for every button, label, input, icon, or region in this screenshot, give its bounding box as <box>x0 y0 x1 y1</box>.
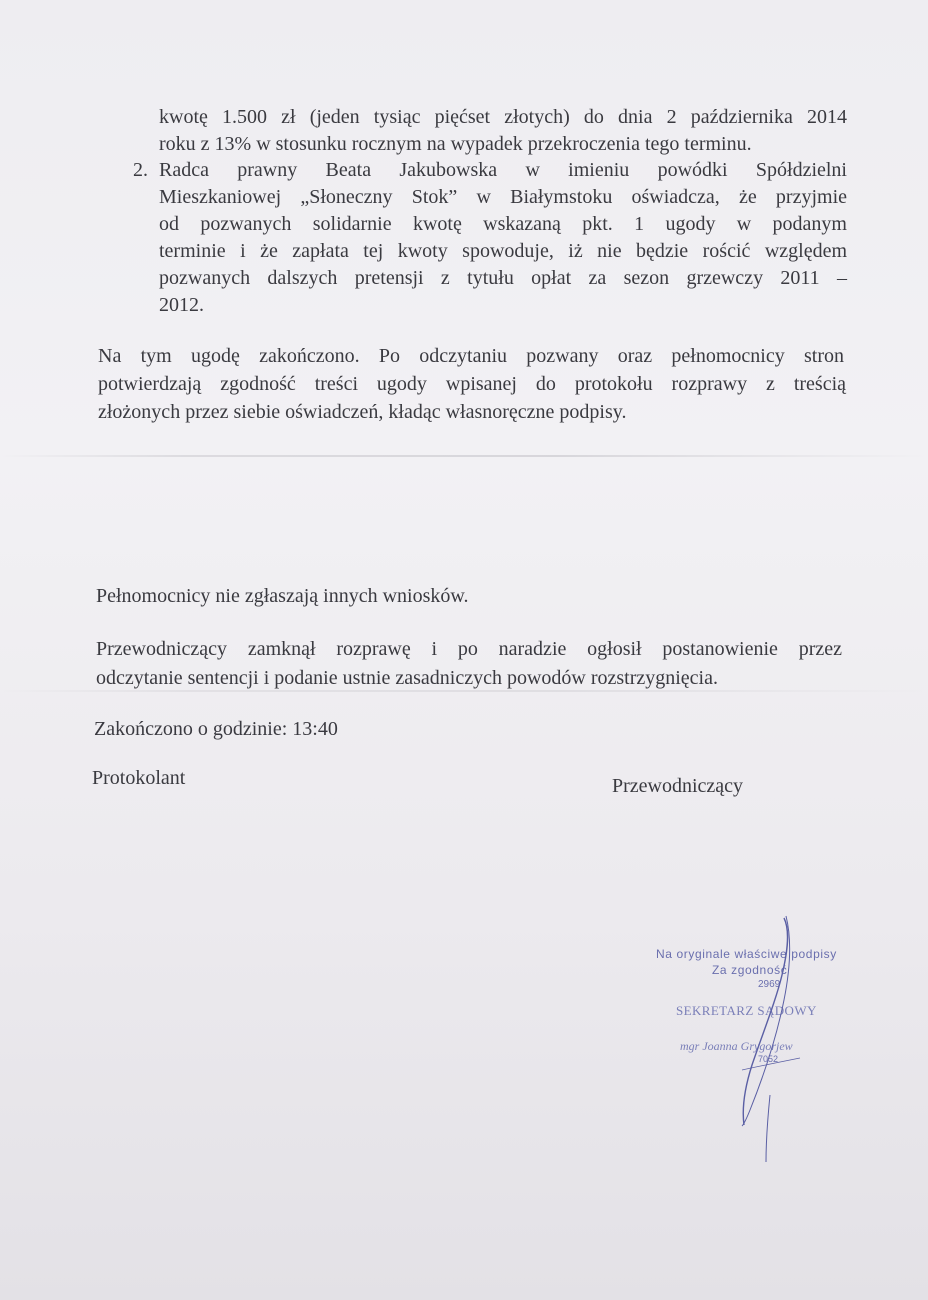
paragraph-line: pozwanych dalszych pretensji z tytułu opłat za sezon grzewczy 2011 – <box>159 267 847 289</box>
stamp-number: 7052 <box>758 1054 779 1064</box>
paragraph-line: odczytanie sentencji i podanie ustnie zasadniczych powodów rozstrzygnięcia. <box>96 667 718 689</box>
stamp-number: 2969 <box>758 979 781 990</box>
paragraph-line: Przewodniczący zamknął rozprawę i po naradzie ogłosił postanowienie przez <box>96 638 842 660</box>
signature-label-przewodniczacy: Przewodniczący <box>612 775 744 797</box>
paragraph-line: Pełnomocnicy nie zgłaszają innych wniosków. <box>96 585 469 607</box>
closing-time: Zakończono o godzinie: 13:40 <box>94 718 338 740</box>
paragraph-line: 2012. <box>159 294 204 316</box>
stamp-line: Na oryginale właściwe podpisy <box>656 947 837 961</box>
paragraph-line: Mieszkaniowej „Słoneczny Stok” w Białymstoku oświadcza, że przyjmie <box>159 186 847 208</box>
paragraph-line: terminie i że zapłata tej kwoty spowoduje, iż nie będzie rościć względem <box>159 240 847 262</box>
signature-label-protokolant: Protokolant <box>92 767 186 789</box>
paragraph-line: potwierdzają zgodność treści ugody wpisanej do protokołu rozprawy z treścią <box>98 373 846 395</box>
paragraph-line: złożonych przez siebie oświadczeń, kładąc własnoręczne podpisy. <box>98 401 627 423</box>
paragraph-line: Radca prawny Beata Jakubowska w imieniu powódki Spółdzielni <box>159 159 847 181</box>
stamp-title: SEKRETARZ SĄDOWY <box>676 1003 817 1018</box>
paragraph-line: Na tym ugodę zakończono. Po odczytaniu pozwany oraz pełnomocnicy stron <box>98 345 844 367</box>
paragraph-line: kwotę 1.500 zł (jeden tysiąc pięćset złotych) do dnia 2 października 2014 <box>159 106 847 128</box>
stamp-name: mgr Joanna Grygorjew <box>680 1039 793 1053</box>
stamp-line: Za zgodność <box>712 963 788 977</box>
paragraph-line: od pozwanych solidarnie kwotę wskazaną pkt. 1 ugody w podanym <box>159 213 847 235</box>
paragraph-line: roku z 13% w stosunku rocznym na wypadek przekroczenia tego terminu. <box>159 133 752 155</box>
list-item-number: 2. <box>133 159 148 181</box>
